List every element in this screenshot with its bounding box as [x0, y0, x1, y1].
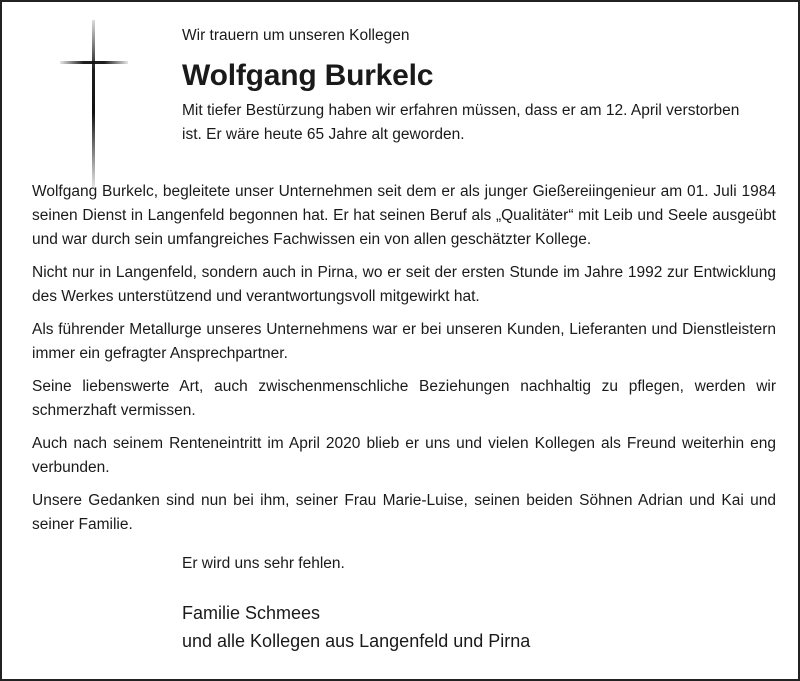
body-paragraph: Auch nach seinem Renteneintritt im April 2020 blieb er uns und vielen Kollegen als Freund weiterhin eng verbunden.: [32, 435, 776, 476]
signature-block: [182, 599, 530, 655]
body-paragraph: Wolfgang Burkelc, begleitete unser Unternehmen seit dem er als junger Gießereiingenieur am 01. Juli 1984 seinen Dienst in Langenfeld begonnen hat. Er hat seinen Beruf als „Qualitäter“ mit Leib und Seele ausgeübt und war durch sein umfangreiches Fachwissen ein von allen geschätzter Kollege.: [32, 183, 776, 248]
body-paragraph: Als führender Metallurge unseres Unternehmens war er bei unseren Kunden, Lieferanten und Dienstleistern immer ein gefragter Ansprechpartner.: [32, 321, 776, 362]
body-paragraph: Seine liebenswerte Art, auch zwischenmenschliche Beziehungen nachhaltig zu pflegen, werden wir schmerzhaft vermissen.: [32, 378, 776, 419]
lead-text: Mit tiefer Bestürzung haben wir erfahren müssen, dass er am 12. April verstorben ist. Er wäre heute 65 Jahre alt geworden.: [182, 102, 740, 143]
body-paragraph: Nicht nur in Langenfeld, sondern auch in Pirna, wo er seit der ersten Stunde im Jahre 1992 zur Entwicklung des Werkes unterstützend und verantwortungsvoll mitgewirkt hat.: [32, 264, 776, 305]
signature-line-2: und alle Kollegen aus Langenfeld und Pirna: [182, 631, 531, 651]
notice-header: [182, 26, 772, 147]
body-paragraph: Unsere Gedanken sind nun bei ihm, seiner Frau Marie-Luise, seinen beiden Söhnen Adrian und Kai und seiner Familie.: [32, 492, 776, 533]
intro-text: Wir trauern um unseren Kollegen: [182, 27, 410, 44]
cross-icon: [60, 20, 128, 188]
notice-body: [32, 180, 776, 546]
deceased-name: Wolfgang Burkelc: [182, 59, 434, 92]
closing-line: Er wird uns sehr fehlen.: [182, 555, 345, 572]
signature-line-1: Familie Schmees: [182, 603, 321, 623]
